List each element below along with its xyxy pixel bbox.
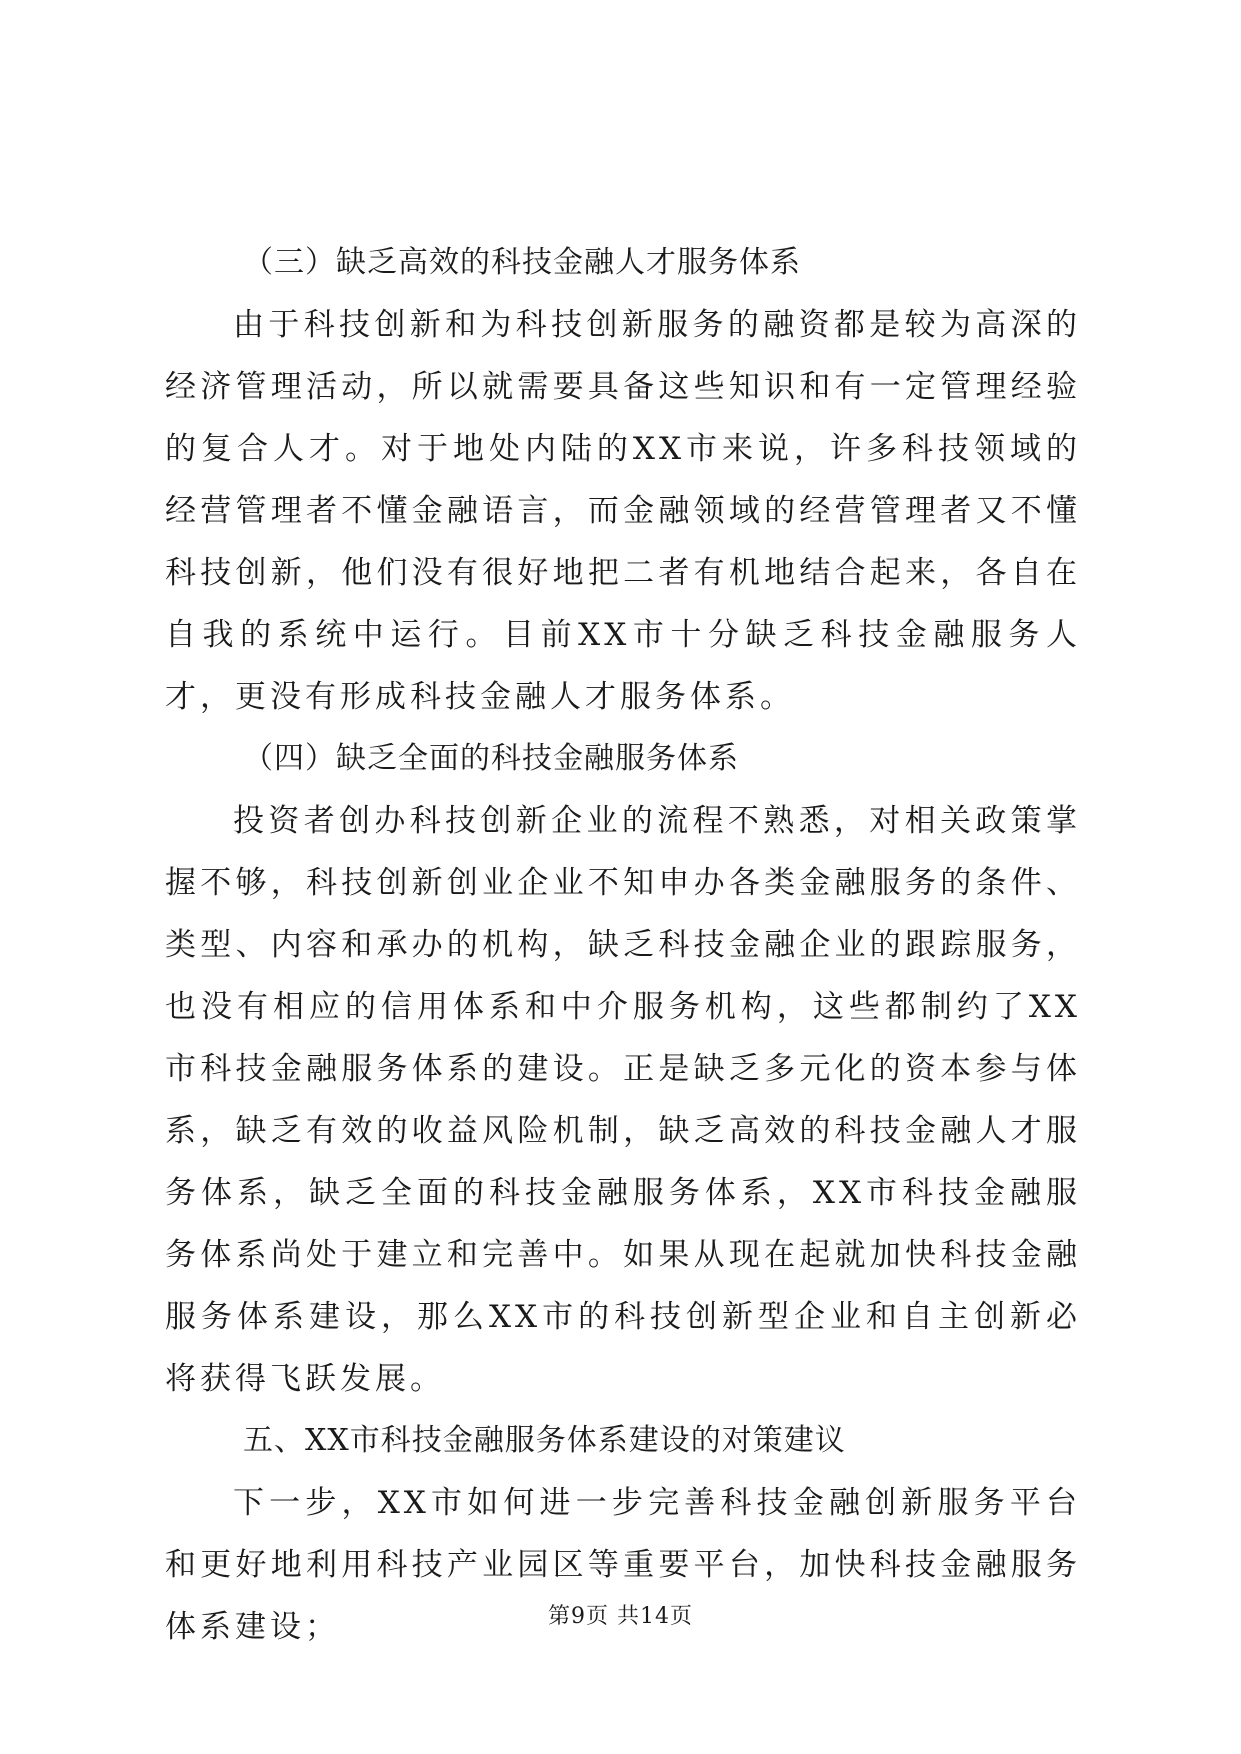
section-heading-3: （三）缺乏高效的科技金融人才服务体系: [243, 245, 801, 280]
section-heading-4: （四）缺乏全面的科技金融服务体系: [243, 741, 739, 776]
page-footer: 第9页 共14页: [548, 1604, 693, 1629]
document-body: [165, 232, 1081, 1658]
section-heading-5: 五、XX市科技金融服务体系建设的对策建议: [243, 1423, 846, 1458]
section-paragraph-3: 由于科技创新和为科技创新服务的融资都是较为高深的经济管理活动，所以就需要具备这些知识和有一定管理经验的复合人才。对于地处内陆的XX市来说，许多科技领域的经营管理者不懂金融语言，而金融领域的经营管理者又不懂科技创新，他们没有很好地把二者有机地结合起来，各自在自我的系统中运行。目前XX市十分缺乏科技金融服务人才，更没有形成科技金融人才服务体系。: [165, 307, 1081, 715]
section-paragraph-5: 下一步，XX市如何进一步完善科技金融创新服务平台和更好地利用科技产业园区等重要平台，加快科技金融服务体系建设；: [165, 1485, 1081, 1645]
section-paragraph-4: 投资者创办科技创新企业的流程不熟悉，对相关政策掌握不够，科技创新创业企业不知申办各类金融服务的条件、类型、内容和承办的机构，缺乏科技金融企业的跟踪服务，也没有相应的信用体系和中介服务机构，这些都制约了XX市科技金融服务体系的建设。正是缺乏多元化的资本参与体系，缺乏有效的收益风险机制，缺乏高效的科技金融人才服务体系，缺乏全面的科技金融服务体系，XX市科技金融服务体系尚处于建立和完善中。如果从现在起就加快科技金融服务体系建设，那么XX市的科技创新型企业和自主创新必将获得飞跃发展。: [165, 803, 1081, 1397]
